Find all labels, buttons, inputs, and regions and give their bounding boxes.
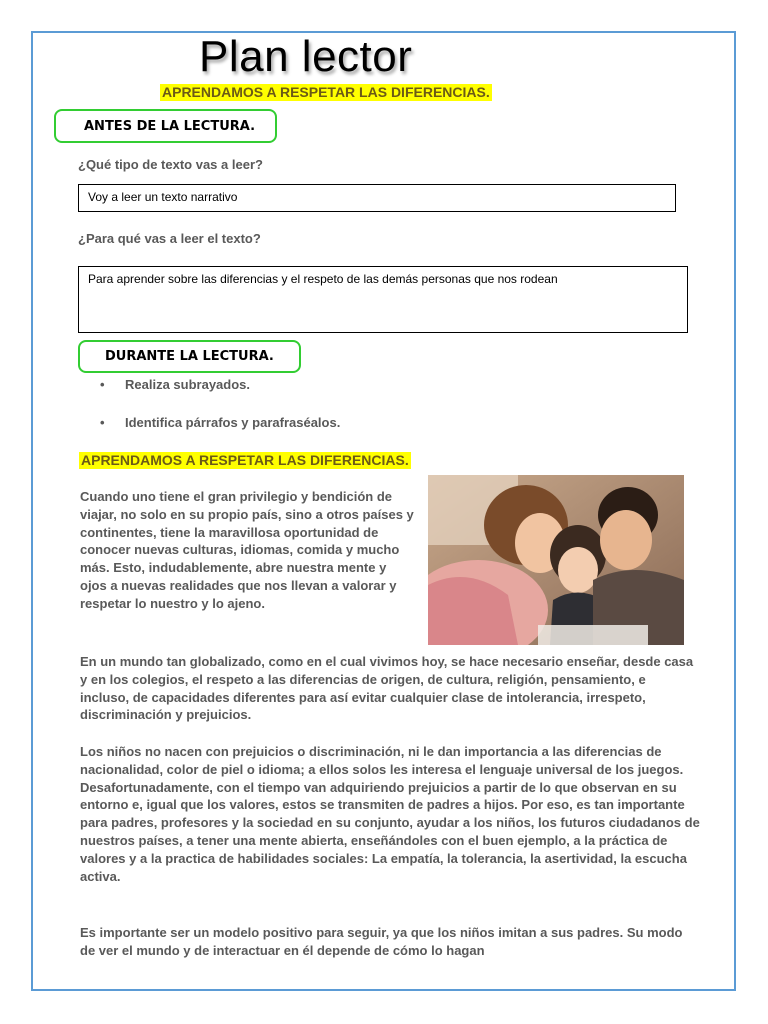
question-text-type: ¿Qué tipo de texto vas a leer? <box>78 157 263 172</box>
family-photo <box>428 475 684 645</box>
reading-paragraph-3: Los niños no nacen con prejuicios o discriminación, ni le dan importancia a las diferencias de nacionalidad, color de piel o idioma; a ellos solos les interesa el lenguaje universal de los juegos. Desafortunadamente, con el tiempo van adquiriendo prejuicios a partir de lo que observan en su entorno e, igual que los valores, estos se transmiten de padres a hijos. Por eso, es tan importante para padres, profesores y la sociedad en su conjunto, ayudar a los niños, los futuros ciudadanos de nuestros países, a tener una mente abierta, enseñándoles con el buen ejemplo, a la práctica de valores y a la practica de habilidades sociales: La empatía, la tolerancia, la asertividad, la escucha activa. <box>80 744 700 884</box>
subtitle-highlight: APRENDAMOS A RESPETAR LAS DIFERENCIAS. <box>162 84 490 100</box>
page-title: Plan lector <box>199 32 413 81</box>
reading-paragraph-2: En un mundo tan globalizado, como en el cual vivimos hoy, se hace necesario enseñar, desde casa y en los colegios, el respeto a las diferencias de origen, de cultura, religión, pensamiento, e incluso, de capacidades diferentes para así evitar cualquier clase de intolerancia, irrespeto, discriminación y prejuicios. <box>80 654 694 723</box>
answer-text-type: Voy a leer un texto narrativo <box>78 184 676 212</box>
during-reading-heading: DURANTE LA LECTURA. <box>78 340 301 373</box>
reading-paragraph-4: Es importante ser un modelo positivo para seguir, ya que los niños imitan a sus padres. Su modo de ver el mundo y de interactuar en él depende de cómo lo hagan <box>80 925 683 958</box>
list-item: • Realiza subrayados. <box>100 377 340 415</box>
list-item: • Identifica párrafos y parafraséalos. <box>100 415 340 453</box>
answer-purpose: Para aprender sobre las diferencias y el respeto de las demás personas que nos rodean <box>78 266 688 333</box>
question-purpose: ¿Para qué vas a leer el texto? <box>78 231 261 246</box>
reading-paragraph-1: Cuando uno tiene el gran privilegio y bendición de viajar, no solo en su propio país, sino a otros países y continentes, tiene la maravillosa oportunidad de conocer nuevas culturas, idiomas, comida y mucho más. Esto, indudablemente, abre nuestra mente y ojos a nuevas realidades que nos llevan a valorar y respetar lo nuestro y lo ajeno. <box>80 489 414 611</box>
before-reading-heading: ANTES DE LA LECTURA. <box>54 109 277 143</box>
during-reading-list <box>100 377 340 453</box>
reading-title-highlight: APRENDAMOS A RESPETAR LAS DIFERENCIAS. <box>81 452 409 468</box>
